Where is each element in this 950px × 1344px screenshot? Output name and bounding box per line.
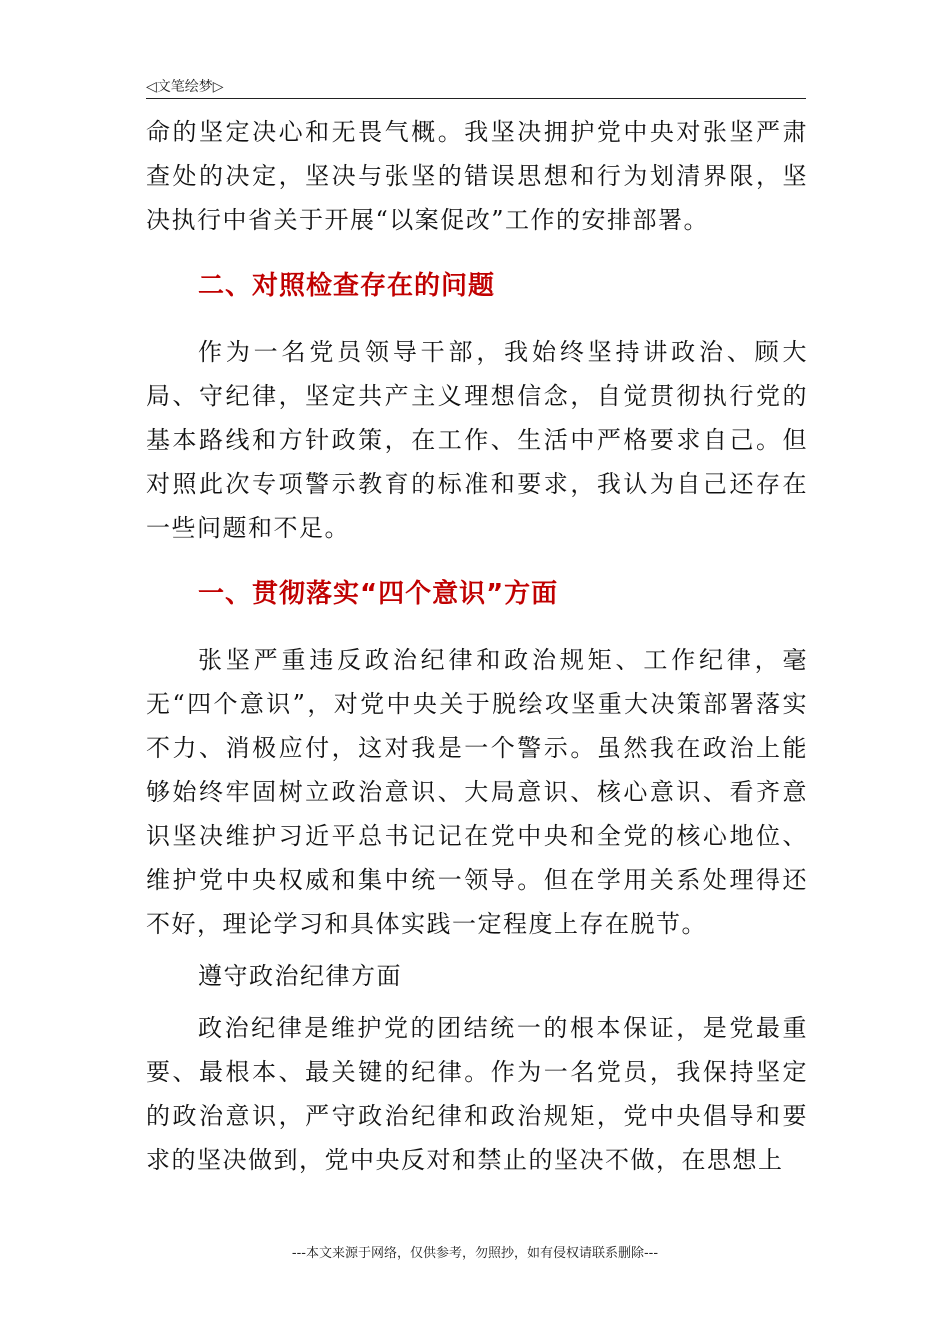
header-title: ◁文笔绘梦▷ [146, 79, 224, 95]
page-footer: ---本文来源于网络，仅供参考，勿照抄，如有侵权请联系删除--- [291, 1246, 659, 1261]
section-heading-2: 二、对照检查存在的问题 [198, 271, 496, 301]
subheading-political-discipline: 遵守政治纪律方面 [198, 962, 402, 990]
paragraph-problems-intro: 作为一名党员领导干部，我始终坚持讲政治、顾大局、守纪律，坚定共产主义理想信念，自觉贯彻执行党的基本路线和方针政策，在工作、生活中严格要求自己。但对照此次专项警示教育的标准和要求，我认为自己还存在一些问题和不足。 [146, 338, 808, 542]
paragraph-continued: 命的坚定决心和无畏气概。我坚决拥护党中央对张坚严肃查处的决定，坚决与张坚的错误思想和行为划清界限，坚决执行中省关于开展“以案促改”工作的安排部署。 [146, 118, 808, 234]
document-body [146, 110, 808, 1182]
paragraph-four-consciousness: 张坚严重违反政治纪律和政治规矩、工作纪律，毫无“四个意识”，对党中央关于脱绘攻坚重大决策部署落实不力、消极应付，这对我是一个警示。虽然我在政治上能够始终牢固树立政治意识、大局意识、核心意识、看齐意识坚决维护习近平总书记记在党中央和全党的核心地位、维护党中央权威和集中统一领导。但在学用关系处理得还不好，理论学习和具体实践一定程度上存在脱节。 [146, 646, 808, 938]
page-header [146, 72, 806, 99]
paragraph-political-discipline: 政治纪律是维护党的团结统一的根本保证，是党最重要、最根本、最关键的纪律。作为一名党员，我保持坚定的政治意识，严守政治纪律和政治规矩，党中央倡导和要求的坚决做到，党中央反对和禁止的坚决不做，在思想上 [146, 1014, 808, 1174]
section-heading-1: 一、贯彻落实“四个意识”方面 [198, 579, 559, 609]
